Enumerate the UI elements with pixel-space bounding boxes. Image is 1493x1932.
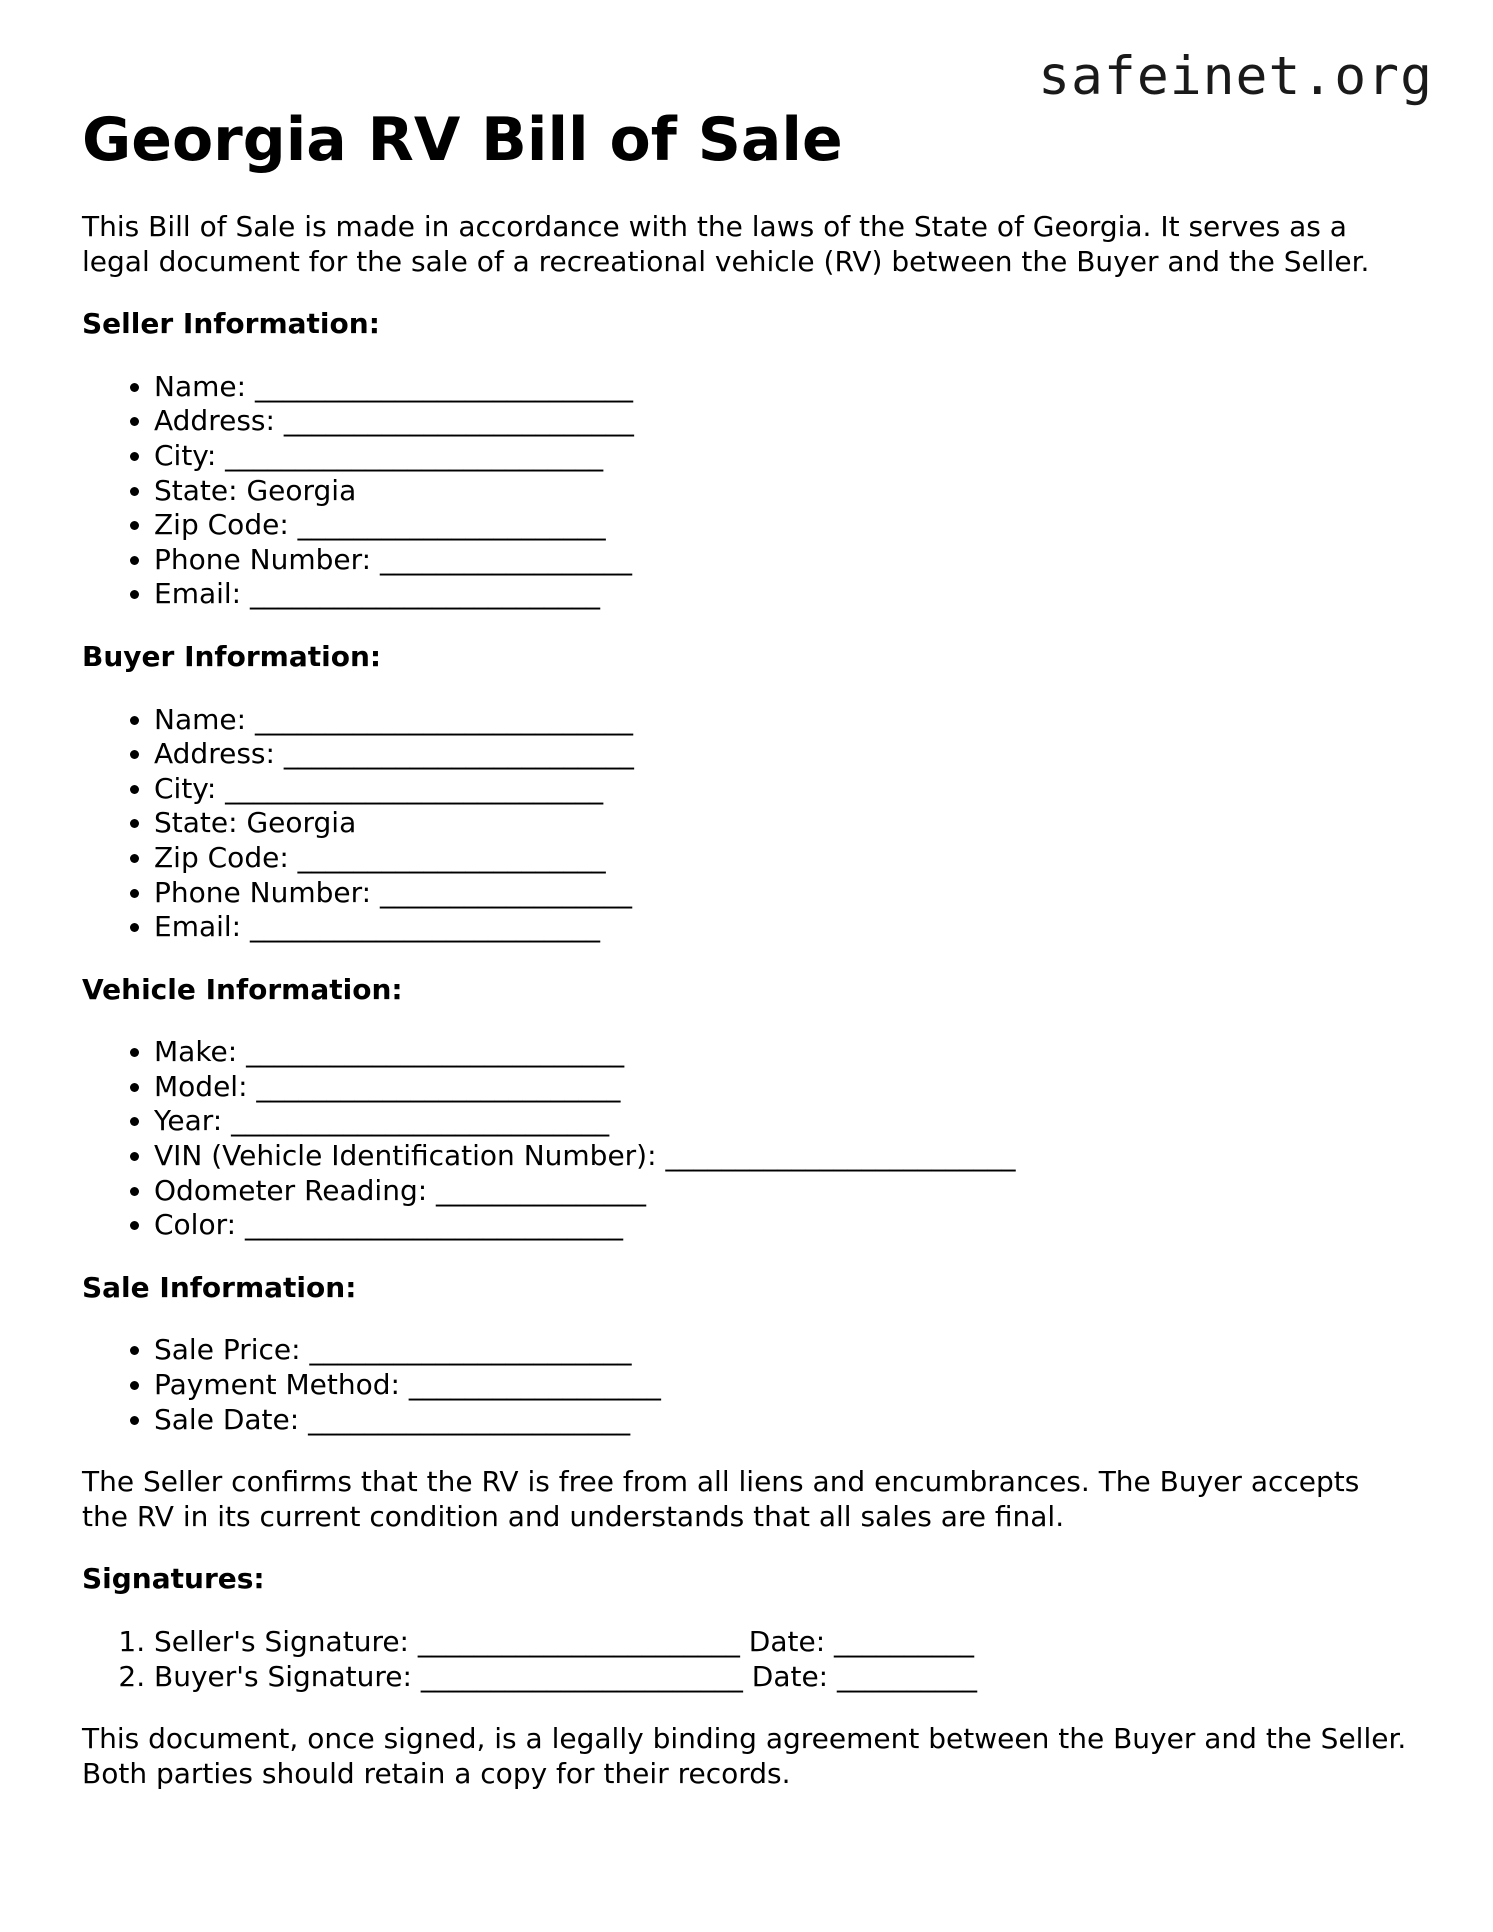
- buyer-zip-field: • Zip Code: ______________________: [154, 841, 1412, 876]
- vehicle-vin-field: • VIN (Vehicle Identification Number): _________________________: [154, 1139, 1412, 1174]
- vehicle-make-field: • Make: ___________________________: [154, 1035, 1412, 1070]
- sale-heading: Sale Information:: [82, 1270, 357, 1304]
- intro-paragraph: This Bill of Sale is made in accordance with the laws of the State of Georgia. It serves as a legal document for the sale of a recreational vehicle (RV) between the Buyer and the Seller.: [82, 210, 1370, 278]
- seller-city-field: • City: ___________________________: [154, 439, 1412, 474]
- buyer-heading: Buyer Information:: [82, 639, 382, 673]
- signatures-heading: Signatures:: [82, 1562, 265, 1596]
- seller-state-field: • State: Georgia: [154, 474, 1412, 509]
- vehicle-odometer-field: • Odometer Reading: _______________: [154, 1174, 1412, 1209]
- page-title: Georgia RV Bill of Sale: [82, 105, 843, 175]
- buyer-state-field: • State: Georgia: [154, 806, 1412, 841]
- seller-signature-line: 1. Seller's Signature: _______________________ Date: __________: [154, 1625, 1412, 1660]
- vehicle-model-field: • Model: __________________________: [154, 1070, 1412, 1105]
- buyer-list: [82, 703, 1412, 945]
- closing-paragraph: This document, once signed, is a legally binding agreement between the Buyer and the Seller. Both parties should retain a copy for their records.: [82, 1722, 1407, 1790]
- buyer-signature-line: 2. Buyer's Signature: _______________________ Date: __________: [154, 1660, 1412, 1695]
- buyer-city-field: • City: ___________________________: [154, 772, 1412, 807]
- sale-price-field: • Sale Price: _______________________: [154, 1333, 1412, 1368]
- buyer-phone-field: • Phone Number: __________________: [154, 876, 1412, 911]
- seller-heading: Seller Information:: [82, 307, 380, 341]
- seller-list: [82, 370, 1412, 612]
- sale-list: [82, 1333, 1412, 1437]
- sale-date-field: • Sale Date: _______________________: [154, 1403, 1412, 1438]
- seller-phone-field: • Phone Number: __________________: [154, 543, 1412, 578]
- vehicle-year-field: • Year: ___________________________: [154, 1104, 1412, 1139]
- buyer-email-field: • Email: _________________________: [154, 910, 1412, 945]
- buyer-name-field: • Name: ___________________________: [154, 703, 1412, 738]
- payment-method-field: • Payment Method: __________________: [154, 1368, 1412, 1403]
- watermark: safeinet.org: [1038, 46, 1433, 107]
- condition-paragraph: The Seller confirms that the RV is free from all liens and encumbrances. The Buyer accepts the RV in its current condition and understands that all sales are final.: [82, 1465, 1360, 1533]
- vehicle-list: [82, 1035, 1412, 1243]
- seller-address-field: • Address: _________________________: [154, 404, 1412, 439]
- buyer-address-field: • Address: _________________________: [154, 737, 1412, 772]
- vehicle-color-field: • Color: ___________________________: [154, 1208, 1412, 1243]
- seller-zip-field: • Zip Code: ______________________: [154, 508, 1412, 543]
- seller-email-field: • Email: _________________________: [154, 577, 1412, 612]
- document-page: [82, 104, 1412, 1791]
- signatures-list: [82, 1625, 1412, 1694]
- vehicle-heading: Vehicle Information:: [82, 972, 403, 1006]
- seller-name-field: • Name: ___________________________: [154, 370, 1412, 405]
